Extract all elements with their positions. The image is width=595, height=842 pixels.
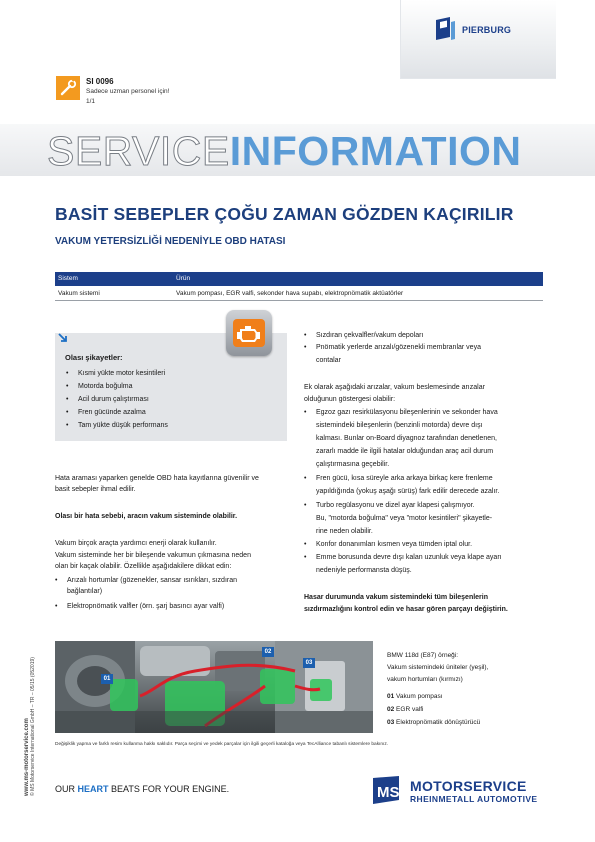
photo-label-03: 03 [303,658,315,668]
body-text: nedeniyle performansta düşüş. [316,567,412,574]
side-legal-text: www.ms-motorservice.com © MS Motorservice International GmbH – TR – 05/15 (052019) [24,657,36,796]
caption-line: BMW 118d (E87) örneği: [387,652,459,659]
body-text: basit sebepler ihmal edilir. [55,486,136,493]
table-header-product: Ürün [176,275,191,282]
body-text: Vakum birçok araçta yardımcı enerji olarak kullanılır. [55,540,217,547]
caption-line: vakum hortumları (kırmızı) [387,676,463,683]
si-page: 1/1 [86,98,96,105]
engine-warning-icon [232,317,266,349]
body-text-bold: sızdırmazlığını kontrol edin ve hasar gören parçayı değiştirin. [304,606,508,613]
table-cell-product: Vakum pompası, EGR valfi, sekonder hava supabı, elektropnömatik aktüatörler [176,290,404,297]
caption-item-02: 02 EGR valfi [387,706,424,713]
page-title: BASİT SEBEPLER ÇOĞU ZAMAN GÖZDEN KAÇIRILIR [55,204,514,224]
body-text: kalması. Bunlar on-Board diyagnoz tarafından denetlenen, [316,435,497,442]
wrench-icon [56,76,80,100]
body-text: olan bir kaçak olabilir. Özellikle aşağıdakilere dikkat edin: [55,563,232,570]
body-text-bold: Hasar durumunda vakum sistemindeki tüm bileşenlerin [304,594,488,601]
photo-label-02: 02 [262,647,274,657]
si-note: Sadece uzman personel için! [86,88,170,95]
body-text: olduğunun göstergesi olabilir: [304,396,396,403]
pierburg-brand-name: PIERBURG [462,25,512,35]
caption-line: Vakum sistemindeki üniteler (yeşil), [387,664,489,671]
slogan: OUR HEART BEATS FOR YOUR ENGINE. [55,784,230,794]
motorservice-logo-icon [370,776,402,804]
engine-photo [55,641,373,733]
body-text: rine neden olabilir. [316,528,373,535]
caption-item-01: 01 Vakum pompası [387,693,443,700]
body-text: çalıştırmasına geçebilir. [316,461,390,468]
si-code: SI 0096 [86,77,114,86]
pierburg-logo-icon [434,17,456,43]
body-text: Vakum sisteminde her bir bileşende vakumun çıkmasına neden [55,552,251,559]
body-text: zararlı madde ile ilgili hatalar olduğundan araç acil durum [316,448,494,455]
body-text: Bu, "motorda boğulma" veya "motor kesintileri" şikayetle- [316,515,493,522]
body-text: yapıldığında (yokuş aşağı sürüş) fark edilir derecede azalır. [316,488,500,495]
banner-text [47,129,521,173]
table-header-system: Sistem [58,275,78,282]
table-divider [55,300,543,301]
body-text-bold: Olası bir hata sebebi, aracın vakum sisteminde olabilir. [55,513,238,520]
table-header [55,272,543,286]
photo-label-01: 01 [101,674,113,684]
banner-service: SERVICE [47,128,230,174]
body-text: sistemindeki bileşenlerin (benzinli motorda) devre dışı [316,422,483,429]
brand-badge [400,0,556,79]
svg-text:MS: MS [377,784,400,801]
page-subtitle: VAKUM YETERSİZLİĞİ NEDENİYLE OBD HATASI [55,236,286,247]
engine-photo-illustration [55,641,373,733]
arrow-down-right-icon [58,333,68,343]
slogan-heart: HEART [77,784,109,794]
body-text: contalar [316,357,341,364]
table-cell-system: Vakum sistemi [58,290,100,297]
disclaimer: Değişiklik yapma ve farklı resim kullanma hakkı saklıdır. Parça seçimi ve yedek parçalar için ilgili geçerli kataloğa veya TecAlliance tabanlı sistemlere bakınız. [55,742,389,747]
body-text: bağlantılar) [67,588,103,595]
motorservice-subtitle: RHEINMETALL AUTOMOTIVE [410,794,538,804]
caption-item-03: 03 Elektropnömatik dönüştürücü [387,719,481,726]
body-text: Ek olarak aşağıdaki arızalar, vakum beslemesinde arızalar [304,384,485,391]
body-text: Hata araması yaparken genelde OBD hata kayıtlarına güvenilir ve [55,475,259,482]
motorservice-name: MOTORSERVICE [410,778,527,794]
complaints-title: Olası şikayetler: [65,353,123,362]
banner-information: INFORMATION [229,128,522,174]
